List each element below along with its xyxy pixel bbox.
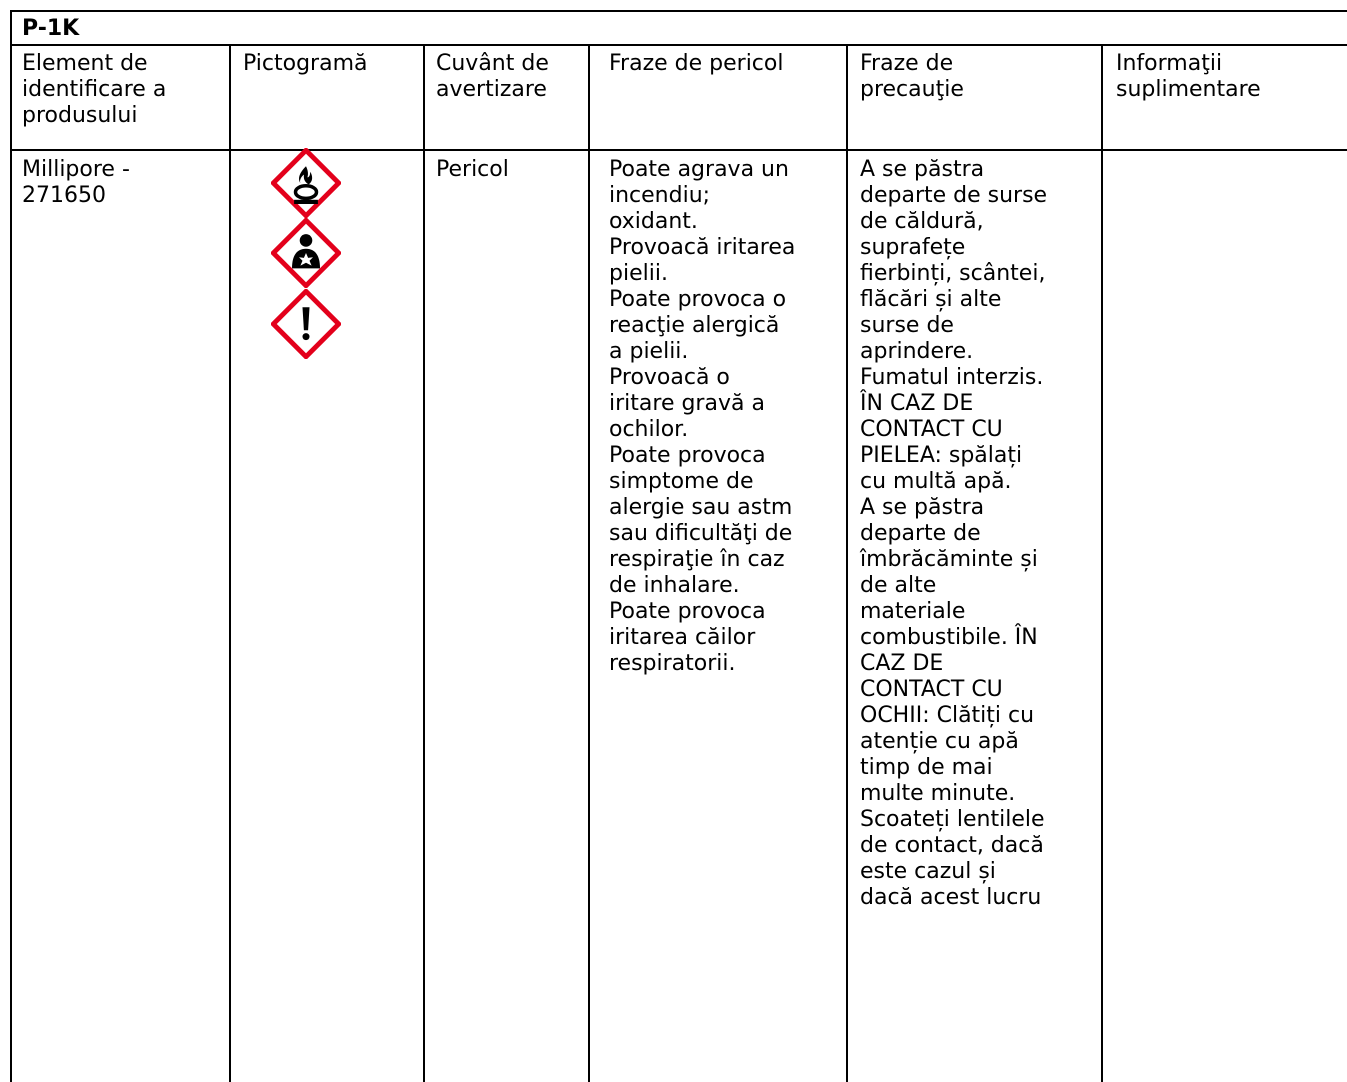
table-left-border bbox=[10, 10, 12, 1082]
column-divider bbox=[846, 44, 848, 1082]
column-divider bbox=[1101, 44, 1103, 1082]
header-pictogram: Pictogramă bbox=[243, 51, 368, 76]
product-id-value: Millipore - 271650 bbox=[22, 157, 130, 208]
table-top-border bbox=[10, 10, 1347, 12]
header-additional-info: Informaţii suplimentare bbox=[1116, 51, 1261, 102]
title-row-divider bbox=[10, 44, 1347, 46]
header-product-id: Element de identificare a produsului bbox=[22, 51, 167, 128]
header-row-divider bbox=[10, 149, 1347, 151]
flame-over-circle-icon bbox=[271, 148, 341, 218]
exclamation-mark-icon bbox=[271, 289, 341, 359]
column-divider bbox=[229, 44, 231, 1082]
signal-word-value: Pericol bbox=[436, 157, 509, 182]
precautionary-statements-value: A se păstra departe de surse de căldură, suprafețe fierbinți, scântei, flăcări și alte surse de aprindere. Fumatul interzis. ÎN CAZ DE CONTACT CU PIELEA: spălați cu multă apă. A se păstra departe de îmbrăcăminte și de alte materiale combustibile. ÎN CAZ DE CONTACT CU OCHII: Clătiți cu atenție cu apă timp de mai multe minute. Scoateți lentilele de contact, dacă este cazul și dacă acest lucru bbox=[860, 157, 1048, 910]
hazard-statements-value: Poate agrava un incendiu; oxidant. Provoacă iritarea pielii. Poate provoca o reacţie alergică a pielii. Provoacă o iritare gravă a ochilor. Poate provoca simptome de alergie sau astm sau dificultăţi de respiraţie în caz de inhalare. Poate provoca iritarea căilor respiratorii. bbox=[609, 157, 796, 676]
header-signal-word: Cuvânt de avertizare bbox=[436, 51, 549, 102]
health-hazard-icon bbox=[271, 218, 341, 288]
header-precautionary-statements: Fraze de precauţie bbox=[860, 51, 964, 102]
header-hazard-statements: Fraze de pericol bbox=[609, 51, 784, 76]
section-title: P-1K bbox=[22, 16, 80, 41]
column-divider bbox=[423, 44, 425, 1082]
column-divider bbox=[588, 44, 590, 1082]
